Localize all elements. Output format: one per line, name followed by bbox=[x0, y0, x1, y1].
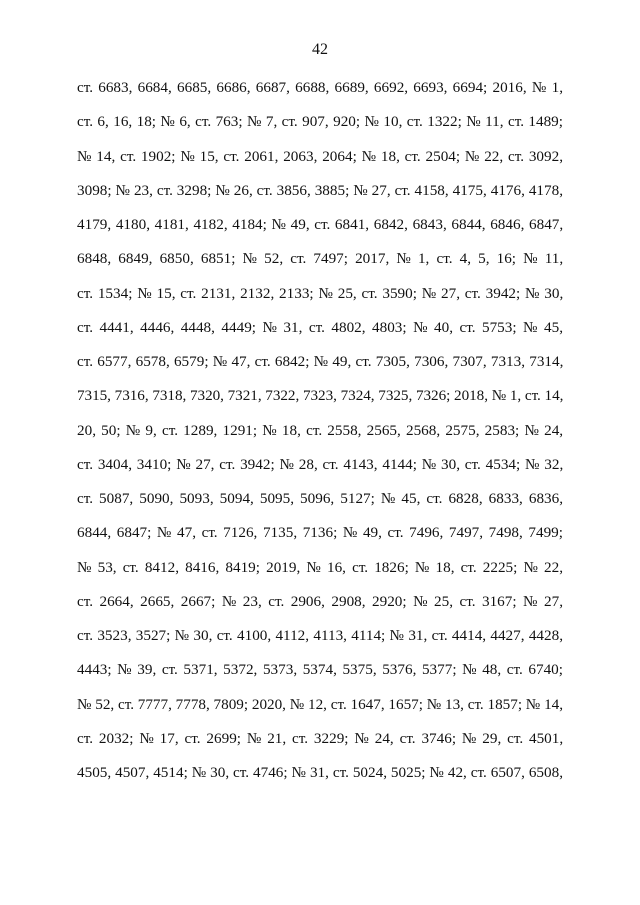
text-line: ст. 6683, 6684, 6685, 6686, 6687, 6688, 6689, 6692, 6693, 6694; 2016, № 1, bbox=[77, 79, 563, 96]
text-line: № 53, ст. 8412, 8416, 8419; 2019, № 16, ст. 1826; № 18, ст. 2225; № 22, bbox=[77, 558, 564, 576]
document-body-text bbox=[77, 78, 563, 797]
text-line: № 52, ст. 7777, 7778, 7809; 2020, № 12, ст. 1647, 1657; № 13, ст. 1857; № 14, bbox=[77, 695, 564, 713]
text-line: ст. 6577, 6578, 6579; № 47, ст. 6842; № 49, ст. 7305, 7306, 7307, 7313, 7314, bbox=[77, 353, 564, 370]
text-line: № 14, ст. 1902; № 15, ст. 2061, 2063, 2064; № 18, ст. 2504; № 22, ст. 3092, bbox=[77, 147, 563, 165]
text-line: ст. 6, 16, 18; № 6, ст. 763; № 7, ст. 907, 920; № 10, ст. 1322; № 11, ст. 1489; bbox=[77, 113, 563, 131]
page-number: 42 bbox=[312, 41, 328, 58]
text-line: ст. 3523, 3527; № 30, ст. 4100, 4112, 4113, 4114; № 31, ст. 4414, 4427, 4428, bbox=[77, 627, 563, 644]
text-line: ст. 4441, 4446, 4448, 4449; № 31, ст. 4802, 4803; № 40, ст. 5753; № 45, bbox=[77, 318, 563, 336]
text-line: 6848, 6849, 6850, 6851; № 52, ст. 7497; 2017, № 1, ст. 4, 5, 16; № 11, bbox=[77, 250, 564, 268]
text-line: ст. 3404, 3410; № 27, ст. 3942; № 28, ст. 4143, 4144; № 30, ст. 4534; № 32, bbox=[77, 455, 564, 473]
text-line: 4179, 4180, 4181, 4182, 4184; № 49, ст. 6841, 6842, 6843, 6844, 6846, 6847, bbox=[77, 216, 564, 233]
text-line: 4505, 4507, 4514; № 30, ст. 4746; № 31, ст. 5024, 5025; № 42, ст. 6507, 6508, bbox=[77, 764, 563, 781]
text-line: 7315, 7316, 7318, 7320, 7321, 7322, 7323, 7324, 7325, 7326; 2018, № 1, ст. 14, bbox=[77, 387, 564, 405]
text-line: ст. 5087, 5090, 5093, 5094, 5095, 5096, 5127; № 45, ст. 6828, 6833, 6836, bbox=[77, 490, 564, 507]
text-line: 20, 50; № 9, ст. 1289, 1291; № 18, ст. 2558, 2565, 2568, 2575, 2583; № 24, bbox=[77, 421, 564, 439]
text-line: 4443; № 39, ст. 5371, 5372, 5373, 5374, 5375, 5376, 5377; № 48, ст. 6740; bbox=[77, 661, 563, 679]
text-line: ст. 2032; № 17, ст. 2699; № 21, ст. 3229; № 24, ст. 3746; № 29, ст. 4501, bbox=[77, 729, 564, 747]
text-line: 3098; № 23, ст. 3298; № 26, ст. 3856, 3885; № 27, ст. 4158, 4175, 4176, 4178, bbox=[77, 181, 563, 199]
text-line: ст. 1534; № 15, ст. 2131, 2132, 2133; № 25, ст. 3590; № 27, ст. 3942; № 30, bbox=[77, 284, 564, 302]
text-line: 6844, 6847; № 47, ст. 7126, 7135, 7136; № 49, ст. 7496, 7497, 7498, 7499; bbox=[77, 524, 563, 542]
text-line: ст. 2664, 2665, 2667; № 23, ст. 2906, 2908, 2920; № 25, ст. 3167; № 27, bbox=[77, 592, 563, 610]
